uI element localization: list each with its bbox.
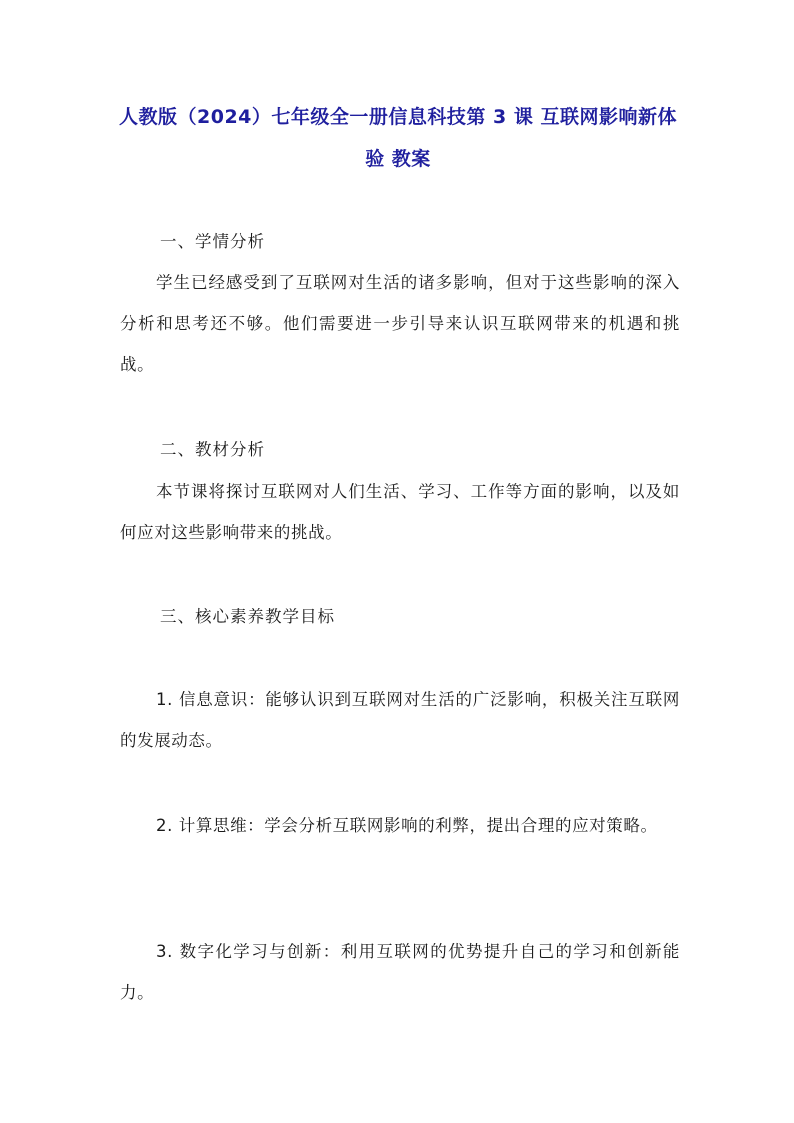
document-title: 人教版（2024）七年级全一册信息科技第 3 课 互联网影响新体验 教案 [119, 106, 677, 170]
section-heading-core-literacy-goals: 三、核心素养教学目标 [160, 607, 335, 626]
goal-item-information-awareness: 1. 信息意识：能够认识到互联网对生活的广泛影响，积极关注互联网的发展动态。 [120, 690, 680, 750]
section-paragraph-learner-analysis: 学生已经感受到了互联网对生活的诸多影响，但对于这些影响的深入分析和思考还不够。他们需要进一步引导来认识互联网带来的机遇和挑战。 [120, 273, 680, 374]
goal-item-digital-learning-innovation: 3. 数字化学习与创新：利用互联网的优势提升自己的学习和创新能力。 [120, 942, 680, 1002]
section-heading-learner-analysis: 一、学情分析 [160, 232, 265, 251]
section-paragraph-textbook-analysis: 本节课将探讨互联网对人们生活、学习、工作等方面的影响，以及如何应对这些影响带来的挑战。 [120, 482, 680, 542]
goal-item-computational-thinking: 2. 计算思维：学会分析互联网影响的利弊，提出合理的应对策略。 [156, 816, 658, 835]
section-heading-textbook-analysis: 二、教材分析 [160, 440, 265, 459]
